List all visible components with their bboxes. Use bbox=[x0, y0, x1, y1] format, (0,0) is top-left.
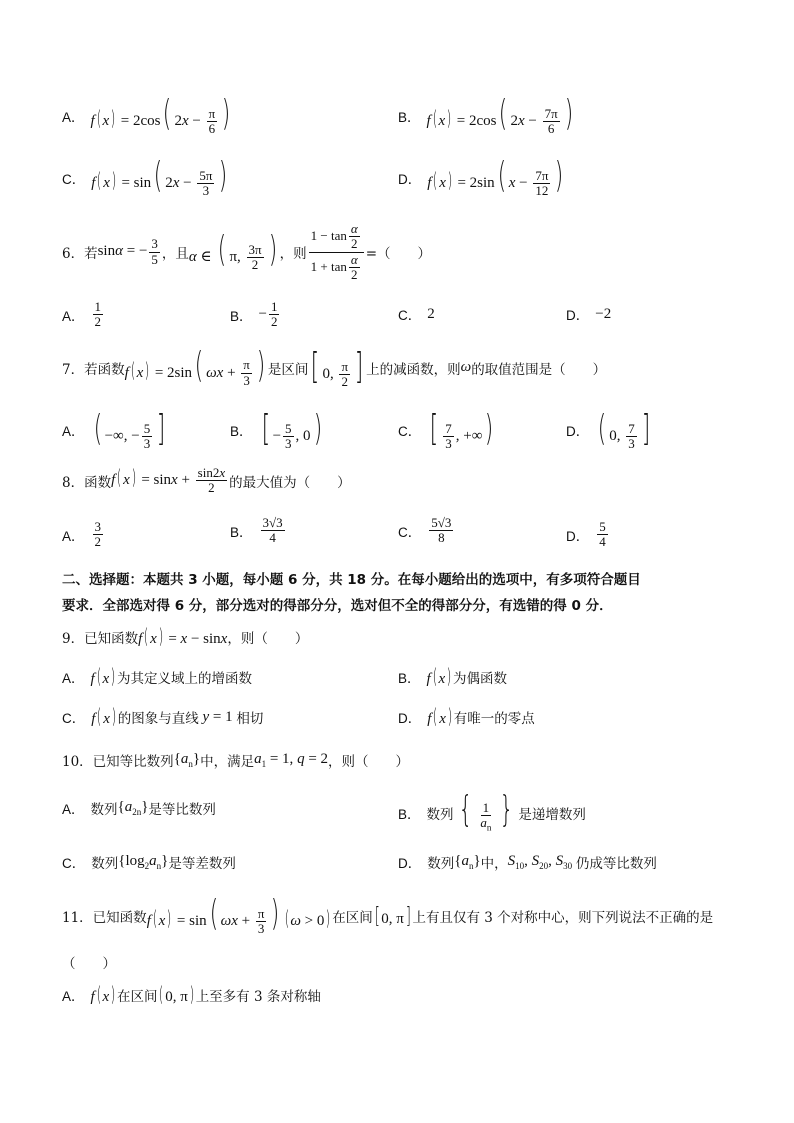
q9-option-a: A． f( x) 为其定义域上的增函数 bbox=[62, 664, 252, 688]
q7-option-a: A． ( −∞, − $\frac{5}{3}$ ] bbox=[62, 408, 166, 452]
q7-option-d: D． ( 0, $\frac{7}{3}$ ] bbox=[566, 408, 651, 452]
q5-option-b: B． f( x) = 2cos( 2x − $\frac{7\pi}{6}$ ) bbox=[398, 93, 573, 137]
q9-option-b: B． f( x) 为偶函数 bbox=[398, 664, 507, 688]
q8-option-b: B． $\frac{3√3}{4}$ bbox=[230, 515, 283, 546]
q7-option-c: C． [ $\frac{7}{3}$ , +∞) bbox=[398, 408, 494, 452]
q8-option-a: A． $\frac{3}{2}$ bbox=[62, 519, 102, 550]
q8-stem: 8．函数 f( x) = sinx + $\frac{\sin 2x}{2}$ 的最大值为（ ） bbox=[62, 465, 351, 496]
q6-option-c: C． 2 bbox=[398, 305, 435, 323]
q9-stem: 9．已知函数 f( x) = x − sinx ，则（ ） bbox=[62, 624, 309, 648]
q5-option-d: D． f( x) = 2sin( x − $\frac{7\pi}{12}$ ) bbox=[398, 155, 564, 199]
q9-option-d: D． f( x) 有唯一的零点 bbox=[398, 704, 535, 728]
q11-paren: （ ） bbox=[62, 956, 116, 972]
q11-option-a: A． f( x) 在区间 ( 0, π) 上至多有 3 条对称轴 bbox=[62, 982, 321, 1006]
q7-stem: 7．若函数 f( x) = 2sin( ωx + $\frac{\pi}{3}$ ) 是区间 [ 0, $\frac{\pi}{2}$ ] 上的减函数，则 ω 的取值范围是（ ） bbox=[62, 344, 607, 390]
q10-option-b: B． 数列 { $\frac{1}{a_n}$ } 是递增数列 bbox=[398, 789, 586, 834]
q5-option-a: A． f( x) = 2cos( 2x − $\frac{\pi}{6}$ ) bbox=[62, 93, 231, 137]
q6-option-a: A． $\frac{1}{2}$ bbox=[62, 299, 102, 330]
q6-option-b: B． − $\frac{1}{2}$ bbox=[230, 299, 278, 330]
q6-option-d: D． −2 bbox=[566, 305, 612, 323]
q6-stem: 6．若 sinα = − $\frac{3}{5}$ ，且 α ∈ ( π, $\frac{3\pi}{2}$ ) ，则 1 − tan $\frac{\alpha}{2}$ 1 + tan $\frac{\alpha}{2}$ =（ ） bbox=[62, 221, 431, 282]
q10-option-c: C． 数列 $\{\log_2a_n\}$ 是等差数列 bbox=[62, 853, 236, 872]
q8-option-c: C． $\frac{5√3}{8}$ bbox=[398, 515, 452, 546]
q5-option-c: C． f( x) = sin( 2x − $\frac{5\pi}{3}$ ) bbox=[62, 155, 228, 199]
section2-line1: 二、选择题：本题共 3 小题，每小题 6 分，共 18 分。在每小题给出的选项中，有多项符合题目 bbox=[62, 572, 641, 588]
q10-option-a: A． 数列 $\{a_{2n}\}$ 是等比数列 bbox=[62, 799, 216, 818]
q9-option-c: C． f( x) 的图象与直线 y = 1 相切 bbox=[62, 704, 264, 728]
q10-option-d: D． 数列 $\{a_n\}$ 中， $S_{10}$, $S_{20}$, $S_{30}$ 仍成等比数列 bbox=[398, 853, 657, 872]
q11-stem: 11．已知函数 f( x) = sin( ωx + $\frac{\pi}{3}$ ) ( ω > 0) 在区间 [ 0, π] 上有且仅有 3 个对称中心，则下列说法不正确的是 bbox=[62, 893, 714, 937]
section2-line2: 要求．全部选对得 6 分，部分选对的得部分分，选对但不全的得部分分，有选错的得 0 分． bbox=[62, 598, 613, 614]
q10-stem: 10．已知等比数列 $\{a_n\}$ 中，满足 $a_1 = 1$, q = 2 ，则（ ） bbox=[62, 751, 410, 770]
q7-option-b: B． [ − $\frac{5}{3}$ , 0) bbox=[230, 408, 322, 452]
q8-option-d: D． $\frac{5}{4}$ bbox=[566, 519, 606, 550]
